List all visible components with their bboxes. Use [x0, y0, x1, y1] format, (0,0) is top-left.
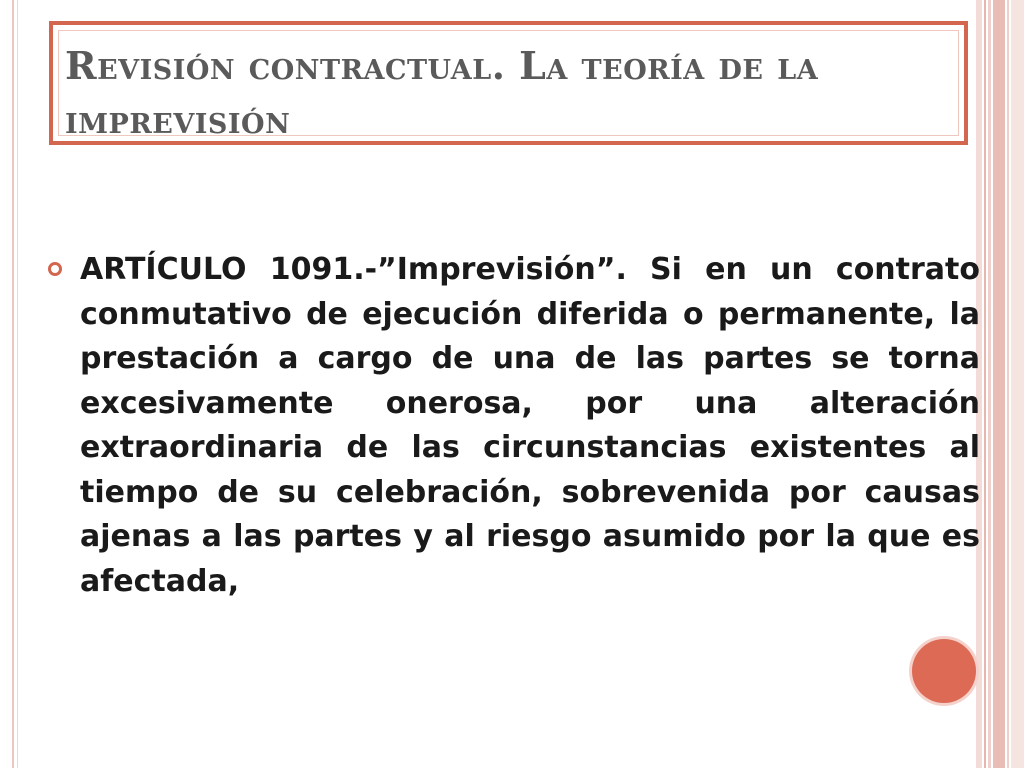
- stripe: [1007, 0, 1009, 768]
- stripe: [984, 0, 986, 768]
- decorative-circle: [912, 639, 976, 703]
- stripe: [993, 0, 1005, 768]
- stripe: [1011, 0, 1024, 768]
- title-box: [49, 21, 968, 145]
- left-border-line-inner: [17, 0, 18, 768]
- circle-bullet-icon: [48, 262, 62, 276]
- stripe: [988, 0, 991, 768]
- left-border-line: [12, 0, 14, 768]
- slide-title: Revisión contractual. La teoría de la imprevisión: [65, 43, 819, 142]
- bullet-text: ARTÍCULO 1091.-”Imprevisión”. Si en un contrato conmutativo de ejecución diferida o permanente, la prestación a cargo de una de las partes se torna excesivamente onerosa, por una alteración extraordinaria de las circunstancias existentes al tiempo de su celebración, sobrevenida por causas ajenas a las partes y al riesgo asumido por la que es afectada,: [80, 252, 980, 599]
- right-decorative-stripes: [976, 0, 1024, 768]
